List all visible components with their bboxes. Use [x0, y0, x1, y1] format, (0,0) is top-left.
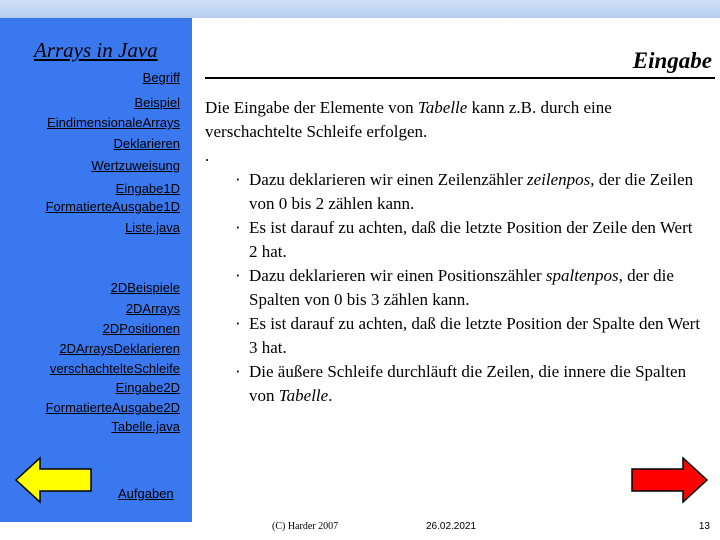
- nav-link-formatierte-ausgabe2d[interactable]: FormatierteAusgabe2D: [45, 400, 180, 415]
- back-arrow-button[interactable]: [14, 456, 94, 504]
- top-bar: [0, 0, 720, 18]
- sidebar-title[interactable]: Arrays in Java: [34, 38, 158, 62]
- nav-link-eingabe2d[interactable]: Eingabe2D: [115, 380, 180, 395]
- sidebar: [0, 18, 192, 522]
- nav-link-eindimensionale-arrays[interactable]: EindimensionaleArrays: [47, 115, 180, 130]
- page-title: Eingabe: [632, 48, 712, 73]
- nav-link-2d-arrays-deklarieren[interactable]: 2DArraysDeklarieren: [59, 341, 180, 356]
- bullet-item: · Dazu deklarieren wir einen Zeilenzähler zeilenpos, der die Zeilen von 0 bis 2 zählen kann.: [235, 170, 694, 213]
- nav-link-aufgaben[interactable]: Aufgaben: [118, 486, 174, 501]
- tabelle-emphasis: Tabelle: [417, 98, 468, 117]
- bullet-dot: ·: [235, 218, 241, 237]
- bullet-dot: ·: [235, 170, 241, 189]
- slide-content: [205, 96, 705, 408]
- bullet-dot: ·: [235, 314, 241, 333]
- nav-link-beispiel[interactable]: Beispiel: [134, 95, 180, 110]
- intro-paragraph: Die Eingabe der Elemente von Tabelle kann z.B. durch eine verschachtelte Schleife erfolgen.: [205, 98, 612, 141]
- nav-link-2d-positionen[interactable]: 2DPositionen: [102, 321, 180, 336]
- nav-link-begriff[interactable]: Begriff: [142, 70, 180, 85]
- footer-page-number: 13: [698, 521, 710, 532]
- bullet-item: · Es ist darauf zu achten, daß die letzte Position der Zeile den Wert 2 hat.: [235, 218, 693, 261]
- bullet-item: · Dazu deklarieren wir einen Positionszähler spaltenpos, der die Spalten von 0 bis 3 zählen kann.: [235, 266, 674, 309]
- nav-link-deklarieren[interactable]: Deklarieren: [113, 136, 180, 151]
- dot-line: .: [205, 146, 210, 165]
- bullet-item: · Es ist darauf zu achten, daß die letzte Position der Spalte den Wert 3 hat.: [235, 314, 701, 357]
- nav-link-verschachtelte-schleife[interactable]: verschachtelteSchleife: [49, 361, 180, 376]
- next-arrow-button[interactable]: [630, 456, 710, 504]
- nav-link-wertzuweisung[interactable]: Wertzuweisung: [91, 158, 180, 173]
- title-divider: [205, 77, 715, 79]
- nav-link-eingabe1d[interactable]: Eingabe1D: [115, 181, 180, 196]
- nav-link-tabelle-java[interactable]: Tabelle.java: [111, 419, 180, 434]
- bullet-item: · Die äußere Schleife durchläuft die Zeilen, die innere die Spalten von Tabelle.: [235, 362, 687, 405]
- nav-link-liste-java[interactable]: Liste.java: [125, 220, 180, 235]
- footer-date: 26.02.2021: [426, 521, 477, 532]
- nav-link-formatierte-ausgabe1d[interactable]: FormatierteAusgabe1D: [45, 199, 180, 214]
- nav-link-2d-beispiele[interactable]: 2DBeispiele: [110, 280, 180, 295]
- footer-author: (C) Harder 2007: [272, 521, 339, 532]
- nav-link-2d-arrays[interactable]: 2DArrays: [125, 301, 180, 316]
- bullet-dot: ·: [235, 362, 241, 381]
- bullet-dot: ·: [235, 266, 241, 285]
